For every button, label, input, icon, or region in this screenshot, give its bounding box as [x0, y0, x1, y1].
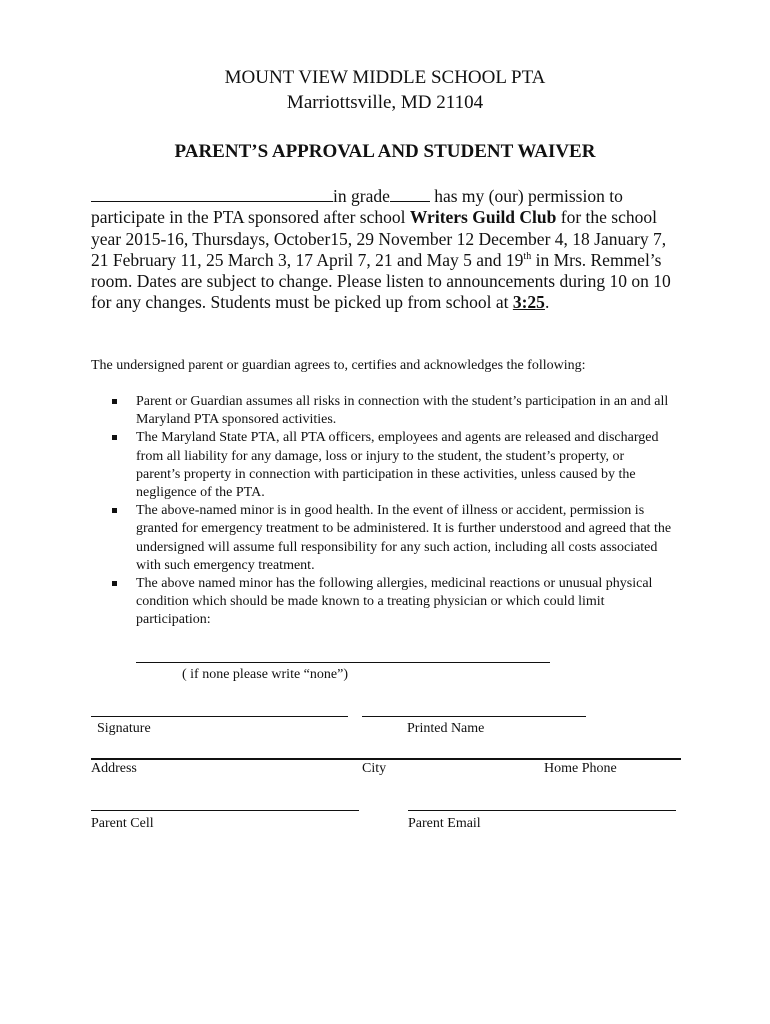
bullet-icon	[112, 508, 117, 513]
ordinal-suffix: th	[523, 251, 532, 263]
printed-name-label: Printed Name	[407, 721, 485, 736]
list-item: Parent or Guardian assumes all risks in connection with the student’s participation in an and all Maryland PTA sponsored activities.	[112, 393, 672, 429]
parent-email-label: Parent Email	[408, 816, 481, 831]
student-name-blank[interactable]	[91, 187, 333, 202]
parent-cell-label: Parent Cell	[91, 816, 154, 831]
terms-list	[112, 393, 672, 630]
address-label: Address	[91, 761, 137, 776]
room-text: in Mrs. Remmel’s room. Dates are subject to change. Please listen to announcements during 10 on 10 for any changes. Students must be picked up from school at	[91, 249, 671, 313]
bullet-icon	[112, 435, 117, 440]
list-item: The Maryland State PTA, all PTA officers, employees and agents are released and discharged from all liability for any damage, loss or injury to the student, the student’s property, or parent’s property in connection with participation in these activities, unless caused by the negligence of the PTA.	[112, 429, 672, 502]
parent-email-line[interactable]	[408, 810, 676, 811]
club-name: Writers Guild Club	[409, 207, 557, 228]
list-item: The above named minor has the following allergies, medicinal reactions or unusual physical condition which should be made known to a treating physician or which could limit participation:	[112, 575, 672, 630]
parent-cell-line[interactable]	[91, 810, 359, 811]
home-phone-label: Home Phone	[544, 761, 617, 776]
signature-label: Signature	[97, 721, 151, 736]
schedule-text: for the school year 2015-16, Thursdays, October15, 29 November 12 December 4, 18 January 7, 21 February 11, 25 March 3, 17 April 7, 21 and May 5 and 19	[91, 207, 667, 270]
bullet-icon	[112, 581, 117, 586]
allergy-hint: ( if none please write “none”)	[182, 667, 348, 682]
signature-line[interactable]	[91, 716, 348, 717]
intro-text: The undersigned parent or guardian agrees to, certifies and acknowledges the following:	[91, 358, 586, 373]
allergy-line[interactable]	[136, 662, 550, 663]
bullet-icon	[112, 399, 117, 404]
city-label: City	[362, 761, 387, 776]
form-title: PARENT’S APPROVAL AND STUDENT WAIVER	[174, 141, 596, 162]
in-grade-text: in grade	[333, 186, 390, 206]
printed-name-line[interactable]	[362, 716, 586, 717]
list-item: The above-named minor is in good health. In the event of illness or accident, permission is granted for emergency treatment to be administered. It is further understood and agreed that the undersigned will assume full responsibility for any such action, including all costs associated with such emergency treatment.	[112, 502, 672, 575]
org-name: MOUNT VIEW MIDDLE SCHOOL PTA	[224, 67, 546, 88]
org-address: Marriottsville, MD 21104	[286, 92, 484, 113]
grade-blank[interactable]	[390, 187, 430, 202]
pickup-time: 3:25	[512, 292, 545, 313]
permission-text: has my (our) permission to participate in the PTA sponsored after school	[91, 186, 623, 228]
paragraph-end: .	[544, 292, 550, 313]
permission-paragraph	[91, 186, 681, 314]
